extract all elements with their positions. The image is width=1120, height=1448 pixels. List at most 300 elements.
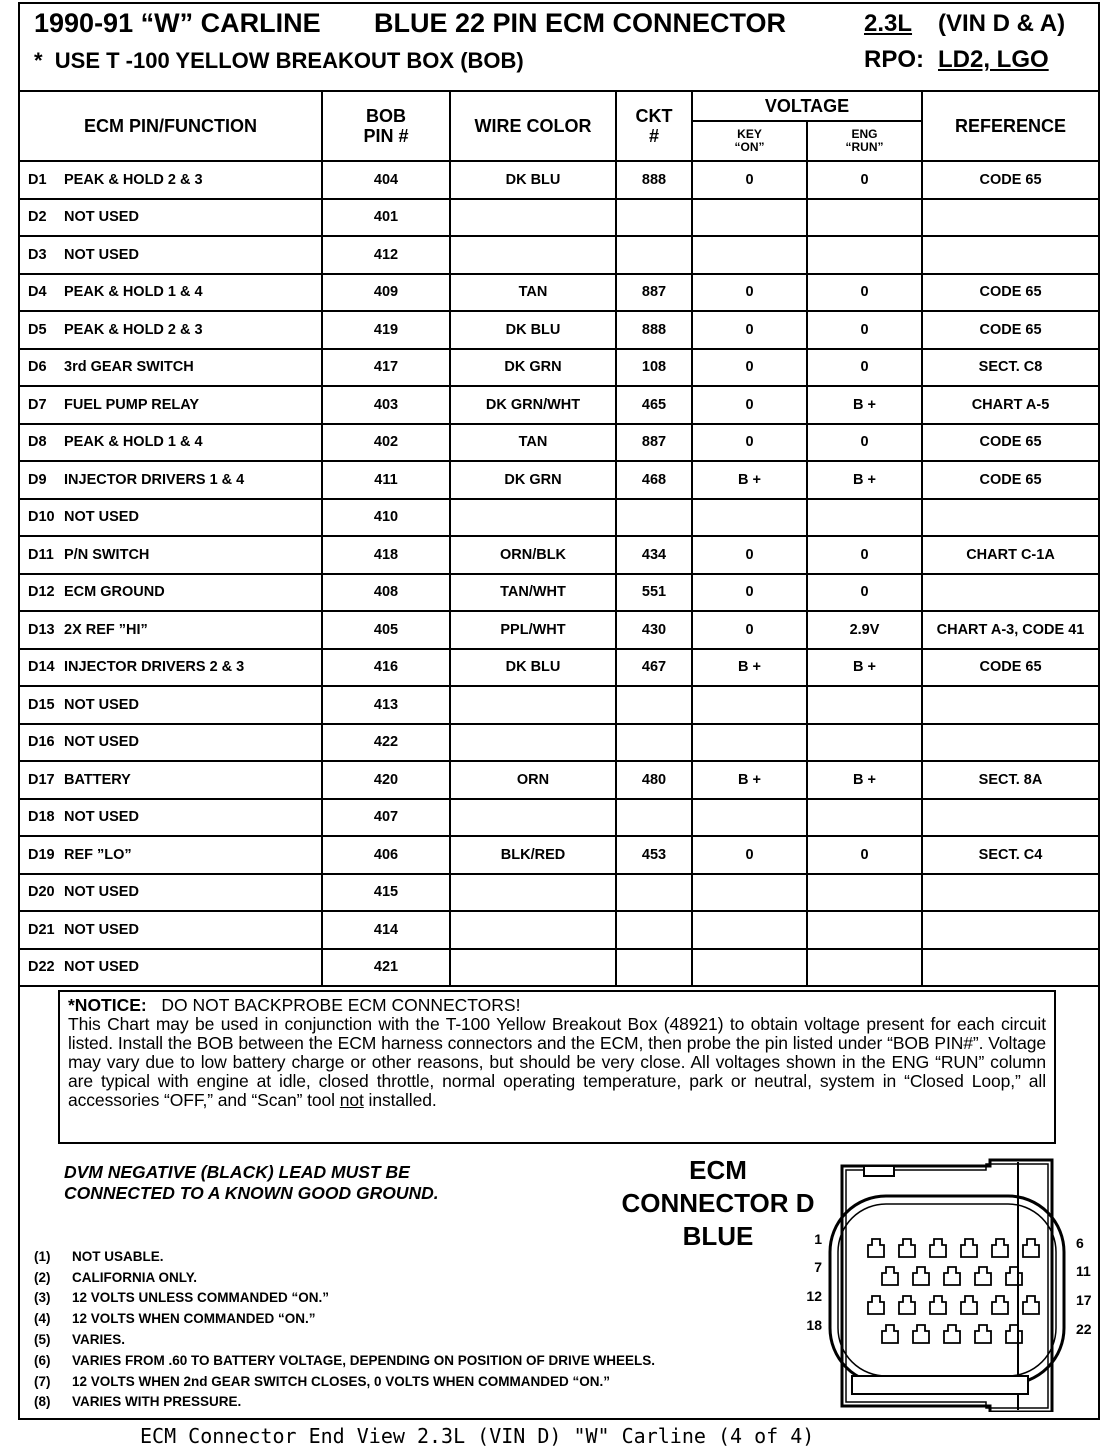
function-text: FUEL PUMP RELAY <box>64 396 200 413</box>
eng-run-voltage-cell: B + <box>807 386 922 424</box>
pin-cavity <box>882 1325 898 1343</box>
function-text: PEAK & HOLD 2 & 3 <box>64 171 203 188</box>
pin-cavity <box>1023 1296 1039 1314</box>
function-text: 2X REF ”HI” <box>64 621 148 638</box>
circuit-number-cell <box>616 949 692 987</box>
eng-run-voltage-cell <box>807 724 922 762</box>
note-text: NOT USABLE. <box>72 1248 164 1264</box>
eng-run-voltage-cell: 0 <box>807 536 922 574</box>
key-on-voltage-cell <box>692 236 807 274</box>
note-item <box>34 1350 655 1371</box>
wire-color-cell <box>450 874 616 912</box>
key-on-voltage-cell <box>692 686 807 724</box>
notes-list <box>34 1246 655 1412</box>
key-on-voltage-cell: B + <box>692 461 807 499</box>
bob-instruction: * USE T -100 YELLOW BREAKOUT BOX (BOB) <box>34 48 524 73</box>
pin-function-cell <box>20 424 322 462</box>
pin-cavity <box>913 1267 929 1285</box>
pin-function-cell <box>20 499 322 537</box>
pin-function-cell <box>20 911 322 949</box>
image-caption: ECM Connector End View 2.3L (VIN D) "W" Carline (4 of 4) <box>140 1424 815 1448</box>
reference-cell: CODE 65 <box>922 461 1098 499</box>
note-number: (7) <box>34 1373 51 1389</box>
pin-function-cell <box>20 836 322 874</box>
key-on-voltage-cell <box>692 874 807 912</box>
table-row <box>20 611 1098 649</box>
engine-size: 2.3L <box>864 10 913 37</box>
wire-color-cell: DK GRN/WHT <box>450 386 616 424</box>
circuit-number-cell: 551 <box>616 574 692 612</box>
carline-title: 1990-91 “W” CARLINE <box>34 8 321 38</box>
note-item <box>34 1392 655 1413</box>
bob-pin-cell: 414 <box>322 911 450 949</box>
eng-run-voltage-cell <box>807 236 922 274</box>
note-item <box>34 1246 655 1267</box>
column-header-voltage: VOLTAGE <box>692 91 922 121</box>
reference-cell: CODE 65 <box>922 311 1098 349</box>
pin-cavity <box>882 1267 898 1285</box>
reference-cell <box>922 949 1098 987</box>
table-row <box>20 911 1098 949</box>
bob-pin-cell: 408 <box>322 574 450 612</box>
table-row <box>20 499 1098 537</box>
column-header-reference: REFERENCE <box>922 91 1098 161</box>
eng-run-voltage-cell <box>807 874 922 912</box>
reference-cell <box>922 686 1098 724</box>
pin-id: D10 <box>28 509 55 526</box>
pin-cavity <box>899 1239 915 1257</box>
pin-cavity <box>1006 1267 1022 1285</box>
circuit-number-cell <box>616 236 692 274</box>
wire-color-cell: TAN <box>450 424 616 462</box>
function-text: NOT USED <box>64 734 139 751</box>
circuit-number-cell: 888 <box>616 161 692 199</box>
circuit-number-cell <box>616 499 692 537</box>
function-text: PEAK & HOLD 2 & 3 <box>64 321 203 338</box>
note-number: (8) <box>34 1394 51 1410</box>
circuit-number-cell: 888 <box>616 311 692 349</box>
circuit-number-cell: 887 <box>616 274 692 312</box>
pin-function-cell <box>20 574 322 612</box>
wire-color-cell <box>450 686 616 724</box>
pin-cavity <box>975 1325 991 1343</box>
pin-function-cell <box>20 686 322 724</box>
wire-color-cell <box>450 911 616 949</box>
wire-color-cell: DK GRN <box>450 461 616 499</box>
reference-cell: CHART C-1A <box>922 536 1098 574</box>
circuit-number-cell: 467 <box>616 649 692 687</box>
pin-number-7: 7 <box>814 1259 822 1275</box>
note-text: VARIES FROM .60 TO BATTERY VOLTAGE, DEPENDING ON POSITION OF DRIVE WHEELS. <box>72 1352 656 1368</box>
pin-id: D17 <box>28 771 55 788</box>
function-text: ECM GROUND <box>64 584 165 601</box>
key-on-voltage-cell: B + <box>692 761 807 799</box>
pin-function-cell <box>20 874 322 912</box>
eng-run-voltage-cell: 0 <box>807 424 922 462</box>
eng-run-voltage-cell: 0 <box>807 311 922 349</box>
reference-cell <box>922 499 1098 537</box>
reference-cell <box>922 574 1098 612</box>
bob-pin-cell: 419 <box>322 311 450 349</box>
wire-color-cell <box>450 199 616 237</box>
pin-function-cell <box>20 311 322 349</box>
wire-color-cell: ORN/BLK <box>450 536 616 574</box>
pin-cavity <box>944 1325 960 1343</box>
reference-cell: SECT. C4 <box>922 836 1098 874</box>
pin-cavity <box>930 1239 946 1257</box>
bob-pin-cell: 403 <box>322 386 450 424</box>
pin-id: D13 <box>28 621 55 638</box>
function-text: INJECTOR DRIVERS 2 & 3 <box>64 659 245 676</box>
note-item <box>34 1329 655 1350</box>
pin-number-11: 11 <box>1076 1263 1091 1279</box>
reference-cell <box>922 874 1098 912</box>
connector-end-view <box>772 1154 1098 1412</box>
pin-function-cell <box>20 724 322 762</box>
key-on-voltage-cell: 0 <box>692 311 807 349</box>
key-on-voltage-cell: 0 <box>692 349 807 387</box>
wire-color-cell: TAN <box>450 274 616 312</box>
note-text: VARIES. <box>72 1332 126 1348</box>
pin-cavity <box>930 1296 946 1314</box>
pin-table <box>20 90 1098 987</box>
circuit-number-cell <box>616 911 692 949</box>
wire-color-cell <box>450 236 616 274</box>
bob-pin-cell: 410 <box>322 499 450 537</box>
pin-id: D3 <box>28 246 47 263</box>
bob-pin-cell: 416 <box>322 649 450 687</box>
function-text: NOT USED <box>64 809 139 826</box>
bob-pin-cell: 405 <box>322 611 450 649</box>
table-row <box>20 349 1098 387</box>
key-on-voltage-cell: B + <box>692 649 807 687</box>
eng-run-voltage-cell <box>807 911 922 949</box>
eng-run-voltage-cell: 0 <box>807 836 922 874</box>
key-on-voltage-cell: 0 <box>692 161 807 199</box>
pin-function-cell <box>20 274 322 312</box>
key-on-voltage-cell: 0 <box>692 274 807 312</box>
table-row <box>20 761 1098 799</box>
function-text: NOT USED <box>64 921 139 938</box>
pin-id: D12 <box>28 584 55 601</box>
pin-function-cell <box>20 461 322 499</box>
eng-run-voltage-cell: 0 <box>807 161 922 199</box>
pin-id: D21 <box>28 921 55 938</box>
function-text: NOT USED <box>64 696 139 713</box>
pin-number-12: 12 <box>806 1288 822 1304</box>
pin-id: D15 <box>28 696 55 713</box>
title-block <box>20 4 1098 92</box>
eng-run-voltage-cell <box>807 199 922 237</box>
connector-label: ECM CONNECTOR D BLUE <box>621 1155 815 1251</box>
key-on-voltage-cell <box>692 949 807 987</box>
pin-function-cell <box>20 649 322 687</box>
wire-color-cell <box>450 499 616 537</box>
circuit-number-cell: 480 <box>616 761 692 799</box>
pin-id: D8 <box>28 434 47 451</box>
pin-id: D2 <box>28 209 47 226</box>
bob-pin-cell: 406 <box>322 836 450 874</box>
eng-run-voltage-cell: B + <box>807 461 922 499</box>
note-text: 12 VOLTS WHEN COMMANDED “ON.” <box>72 1311 316 1327</box>
bob-pin-cell: 412 <box>322 236 450 274</box>
pin-cavity <box>944 1267 960 1285</box>
eng-run-voltage-cell <box>807 686 922 724</box>
bob-pin-cell: 402 <box>322 424 450 462</box>
function-text: INJECTOR DRIVERS 1 & 4 <box>64 471 245 488</box>
pin-id: D1 <box>28 171 47 188</box>
pin-id: D18 <box>28 809 55 826</box>
note-number: (1) <box>34 1248 51 1264</box>
table-row <box>20 724 1098 762</box>
pin-id: D5 <box>28 321 47 338</box>
eng-run-voltage-cell: 0 <box>807 274 922 312</box>
pin-function-cell <box>20 386 322 424</box>
table-row <box>20 836 1098 874</box>
key-on-voltage-cell <box>692 199 807 237</box>
column-header-wire-color: WIRE COLOR <box>450 91 616 161</box>
notice-text: This Chart may be used in conjunction with the T-100 Yellow Breakout Box (48921) to obtain voltage present for each circuit listed. Install the BOB between the ECM harness connectors and the ECM, then probe the pin listed under “BOB PIN#”. Voltage may vary due to low battery charge or other reasons, but should be very close. All voltages shown in the ENG “RUN” column are typical with engine at idle, closed throttle, normal operating temperature, park or neutral, system in “Closed Loop,” all accessories “OFF,” and “Scan” tool not installed. <box>68 1014 1046 1110</box>
circuit-number-cell <box>616 686 692 724</box>
pin-function-cell <box>20 236 322 274</box>
table-row <box>20 461 1098 499</box>
bob-pin-cell: 421 <box>322 949 450 987</box>
bob-pin-cell: 401 <box>322 199 450 237</box>
pin-id: D6 <box>28 359 47 376</box>
pin-cavity <box>992 1239 1008 1257</box>
note-item <box>34 1308 655 1329</box>
pin-cavity <box>975 1267 991 1285</box>
bob-pin-cell: 418 <box>322 536 450 574</box>
wire-color-cell: BLK/RED <box>450 836 616 874</box>
pin-id: D11 <box>28 546 54 563</box>
key-on-voltage-cell: 0 <box>692 424 807 462</box>
function-text: NOT USED <box>64 959 139 976</box>
pin-id: D20 <box>28 884 55 901</box>
reference-cell: CHART A-5 <box>922 386 1098 424</box>
wire-color-cell: DK BLU <box>450 161 616 199</box>
reference-cell: SECT. C8 <box>922 349 1098 387</box>
note-number: (5) <box>34 1332 51 1348</box>
table-row <box>20 424 1098 462</box>
function-text: NOT USED <box>64 884 139 901</box>
circuit-number-cell: 453 <box>616 836 692 874</box>
circuit-number-cell: 434 <box>616 536 692 574</box>
circuit-number-cell: 887 <box>616 424 692 462</box>
table-row <box>20 949 1098 987</box>
pin-cavity <box>961 1296 977 1314</box>
circuit-number-cell: 465 <box>616 386 692 424</box>
pin-cavity <box>913 1325 929 1343</box>
function-text: P/N SWITCH <box>64 546 150 563</box>
pin-cavity <box>868 1239 884 1257</box>
reference-cell <box>922 911 1098 949</box>
pin-number-6: 6 <box>1076 1235 1084 1251</box>
note-number: (2) <box>34 1269 51 1285</box>
bob-pin-cell: 411 <box>322 461 450 499</box>
pin-id: D22 <box>28 959 55 976</box>
function-text: NOT USED <box>64 509 139 526</box>
note-text: 12 VOLTS UNLESS COMMANDED “ON.” <box>72 1290 330 1306</box>
pin-id: D14 <box>28 659 55 676</box>
pin-number-22: 22 <box>1076 1321 1092 1337</box>
function-text: NOT USED <box>64 209 139 226</box>
wire-color-cell <box>450 949 616 987</box>
function-text: 3rd GEAR SWITCH <box>64 359 194 376</box>
pin-id: D16 <box>28 734 55 751</box>
pin-cavity <box>899 1296 915 1314</box>
table-row <box>20 311 1098 349</box>
bob-pin-cell: 413 <box>322 686 450 724</box>
table-row <box>20 799 1098 837</box>
chart-sheet <box>18 2 1100 1420</box>
note-text: 12 VOLTS WHEN 2nd GEAR SWITCH CLOSES, 0 VOLTS WHEN COMMANDED “ON.” <box>72 1373 611 1389</box>
table-row <box>20 161 1098 199</box>
bob-pin-cell: 417 <box>322 349 450 387</box>
pin-cavity <box>868 1296 884 1314</box>
notice-box <box>58 990 1056 1144</box>
reference-cell: CODE 65 <box>922 274 1098 312</box>
eng-run-voltage-cell: B + <box>807 649 922 687</box>
circuit-number-cell: 430 <box>616 611 692 649</box>
note-item <box>34 1371 655 1392</box>
key-on-voltage-cell: 0 <box>692 836 807 874</box>
vin-codes: (VIN D & A) <box>938 10 1066 37</box>
table-row <box>20 649 1098 687</box>
note-item <box>34 1267 655 1288</box>
wire-color-cell: DK BLU <box>450 311 616 349</box>
key-on-voltage-cell <box>692 724 807 762</box>
table-row <box>20 386 1098 424</box>
circuit-number-cell: 108 <box>616 349 692 387</box>
key-on-voltage-cell: 0 <box>692 611 807 649</box>
notice-title: *NOTICE: <box>68 995 147 1015</box>
pin-id: D7 <box>28 396 47 413</box>
column-header-circuit: CKT # <box>616 91 692 161</box>
table-row <box>20 199 1098 237</box>
pin-function-cell <box>20 949 322 987</box>
connector-title: BLUE 22 PIN ECM CONNECTOR <box>374 8 787 38</box>
table-row <box>20 274 1098 312</box>
bob-pin-cell: 407 <box>322 799 450 837</box>
pin-function-cell <box>20 199 322 237</box>
table-row <box>20 536 1098 574</box>
key-on-voltage-cell: 0 <box>692 386 807 424</box>
pin-id: D4 <box>28 284 47 301</box>
eng-run-voltage-cell: 2.9V <box>807 611 922 649</box>
eng-run-voltage-cell: 0 <box>807 349 922 387</box>
reference-cell: CHART A-3, CODE 41 <box>922 611 1098 649</box>
dvm-warning: DVM NEGATIVE (BLACK) LEAD MUST BE CONNECTED TO A KNOWN GOOD GROUND. <box>64 1162 439 1203</box>
function-text: PEAK & HOLD 1 & 4 <box>64 284 203 301</box>
pin-cavity <box>1023 1239 1039 1257</box>
circuit-number-cell <box>616 199 692 237</box>
reference-cell: CODE 65 <box>922 424 1098 462</box>
key-on-voltage-cell <box>692 499 807 537</box>
table-row <box>20 686 1098 724</box>
bob-pin-cell: 420 <box>322 761 450 799</box>
function-text: REF ”LO” <box>64 846 132 863</box>
eng-run-voltage-cell: B + <box>807 761 922 799</box>
note-number: (3) <box>34 1290 51 1306</box>
table-row <box>20 236 1098 274</box>
wire-color-cell: DK GRN <box>450 349 616 387</box>
eng-run-voltage-cell <box>807 499 922 537</box>
eng-run-voltage-cell: 0 <box>807 574 922 612</box>
reference-cell: CODE 65 <box>922 161 1098 199</box>
pin-number-18: 18 <box>806 1317 822 1333</box>
reference-cell: SECT. 8A <box>922 761 1098 799</box>
wire-color-cell: DK BLU <box>450 649 616 687</box>
pin-number-1: 1 <box>814 1231 822 1247</box>
table-row <box>20 574 1098 612</box>
pin-id: D9 <box>28 471 47 488</box>
bob-pin-cell: 404 <box>322 161 450 199</box>
notice-headline: DO NOT BACKPROBE ECM CONNECTORS! <box>161 995 521 1015</box>
reference-cell: CODE 65 <box>922 649 1098 687</box>
bob-pin-cell: 409 <box>322 274 450 312</box>
pin-function-cell <box>20 611 322 649</box>
wire-color-cell: PPL/WHT <box>450 611 616 649</box>
pin-function-cell <box>20 799 322 837</box>
rpo-value: LD2, LGO <box>938 46 1049 73</box>
table-row <box>20 874 1098 912</box>
reference-cell <box>922 236 1098 274</box>
circuit-number-cell <box>616 724 692 762</box>
wire-color-cell: ORN <box>450 761 616 799</box>
pin-function-cell <box>20 161 322 199</box>
note-number: (6) <box>34 1352 51 1368</box>
bob-pin-cell: 415 <box>322 874 450 912</box>
function-text: BATTERY <box>64 771 131 788</box>
pin-cavity <box>1006 1325 1022 1343</box>
eng-run-voltage-cell <box>807 949 922 987</box>
rpo-label: RPO: <box>864 46 924 73</box>
reference-cell <box>922 199 1098 237</box>
reference-cell <box>922 799 1098 837</box>
pin-id: D19 <box>28 846 55 863</box>
key-on-voltage-cell: 0 <box>692 574 807 612</box>
circuit-number-cell <box>616 874 692 912</box>
column-header-eng-run: ENG “RUN” <box>807 121 922 161</box>
function-text: PEAK & HOLD 1 & 4 <box>64 434 203 451</box>
pin-function-cell <box>20 349 322 387</box>
key-on-voltage-cell: 0 <box>692 536 807 574</box>
circuit-number-cell <box>616 799 692 837</box>
column-header-bob-pin: BOB PIN # <box>322 91 450 161</box>
pin-number-17: 17 <box>1076 1292 1092 1308</box>
note-number: (4) <box>34 1311 51 1327</box>
pin-function-cell <box>20 536 322 574</box>
wire-color-cell <box>450 799 616 837</box>
function-text: NOT USED <box>64 246 139 263</box>
reference-cell <box>922 724 1098 762</box>
note-text: VARIES WITH PRESSURE. <box>72 1394 242 1410</box>
column-header-function: ECM PIN/FUNCTION <box>20 91 322 161</box>
pin-cavity <box>992 1296 1008 1314</box>
circuit-number-cell: 468 <box>616 461 692 499</box>
bob-pin-cell: 422 <box>322 724 450 762</box>
note-text: CALIFORNIA ONLY. <box>72 1269 198 1285</box>
key-on-voltage-cell <box>692 911 807 949</box>
wire-color-cell <box>450 724 616 762</box>
key-on-voltage-cell <box>692 799 807 837</box>
pin-cavity <box>961 1239 977 1257</box>
wire-color-cell: TAN/WHT <box>450 574 616 612</box>
column-header-key-on: KEY “ON” <box>692 121 807 161</box>
note-item <box>34 1288 655 1309</box>
eng-run-voltage-cell <box>807 799 922 837</box>
